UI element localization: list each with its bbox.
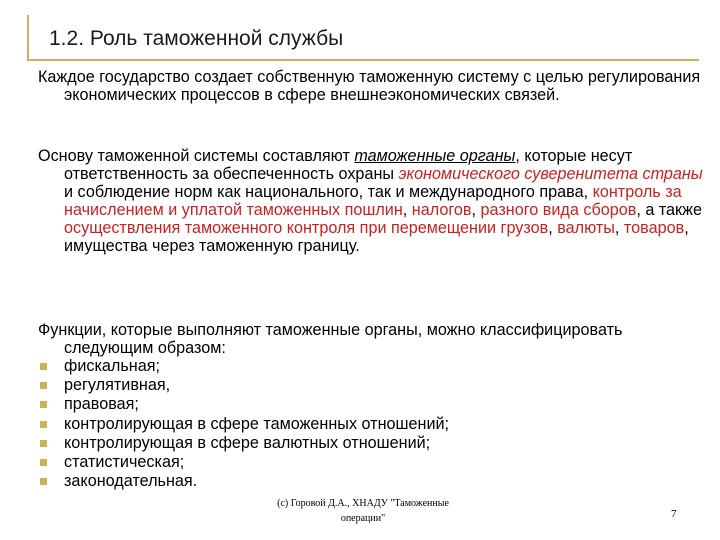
term-customs-bodies: таможенные органы xyxy=(354,147,516,165)
list-item-text: законодательная. xyxy=(64,472,198,491)
term-economic-sovereignty: экономического суверенитета страны xyxy=(398,165,703,183)
list-item xyxy=(38,415,449,434)
footer-line: операции" xyxy=(340,513,386,524)
text-run: , xyxy=(548,219,558,237)
text-run: , имущества через таможенную границу. xyxy=(64,219,689,255)
slide-title: 1.2. Роль таможенной службы xyxy=(49,27,344,50)
square-bullet-icon xyxy=(40,363,47,370)
functions-list xyxy=(38,357,449,491)
paragraph-intro: Каждое государство создает собственную таможенную систему с целью регулирования экономических процессов в сфере внешнеэкономических связей. xyxy=(38,68,701,104)
square-bullet-icon xyxy=(40,382,47,389)
text-run: , которые несут ответственность за обеспеченность охраны xyxy=(64,147,633,183)
text-run: , xyxy=(614,219,624,237)
list-item xyxy=(38,453,449,472)
list-item xyxy=(38,395,449,414)
square-bullet-icon xyxy=(40,401,47,408)
text-run: и соблюдение норм как национального, так и международного права, xyxy=(64,183,593,201)
term-fees: разного вида сборов xyxy=(480,201,637,219)
list-item xyxy=(38,472,449,491)
footer-line: (c) Горовой Д.А., ХНАДУ "Таможенные xyxy=(277,498,449,509)
text-run: , а также xyxy=(636,201,702,219)
term-goods: товаров xyxy=(623,219,685,237)
term-taxes: налогов xyxy=(411,201,472,219)
list-item xyxy=(38,434,449,453)
list-item-text: фискальная; xyxy=(64,357,160,375)
list-item-text: контролирующая в сфере таможенных отношений; xyxy=(64,414,450,433)
term-customs-control: осуществления таможенного контроля при перемещении грузов xyxy=(64,219,549,237)
square-bullet-icon xyxy=(40,478,47,485)
list-item-text: регулятивная, xyxy=(64,376,171,395)
term-currency: валюты xyxy=(557,219,615,237)
list-item-text: правовая; xyxy=(64,395,139,414)
square-bullet-icon xyxy=(40,459,47,466)
list-item xyxy=(38,357,449,376)
paragraph-functions: Функции, которые выполняют таможенные органы, можно классифицировать следующим образом: xyxy=(38,321,623,357)
footer-copyright xyxy=(248,496,478,526)
paragraph-customs-system xyxy=(38,147,704,255)
list-item-text: контролирующая в сфере валютных отношений; xyxy=(64,433,431,452)
text-run: , xyxy=(471,201,481,219)
square-bullet-icon xyxy=(40,440,47,447)
list-item xyxy=(38,376,449,395)
list-item-text: статистическая; xyxy=(64,452,185,471)
square-bullet-icon xyxy=(40,421,47,428)
page-number: 7 xyxy=(671,508,677,520)
text-run: Основу таможенной системы составляют xyxy=(38,147,355,165)
term-duty-control: контроль за начислением и уплатой таможенных пошлин xyxy=(64,183,682,219)
text-run: , xyxy=(402,201,412,219)
title-bar xyxy=(27,15,699,61)
